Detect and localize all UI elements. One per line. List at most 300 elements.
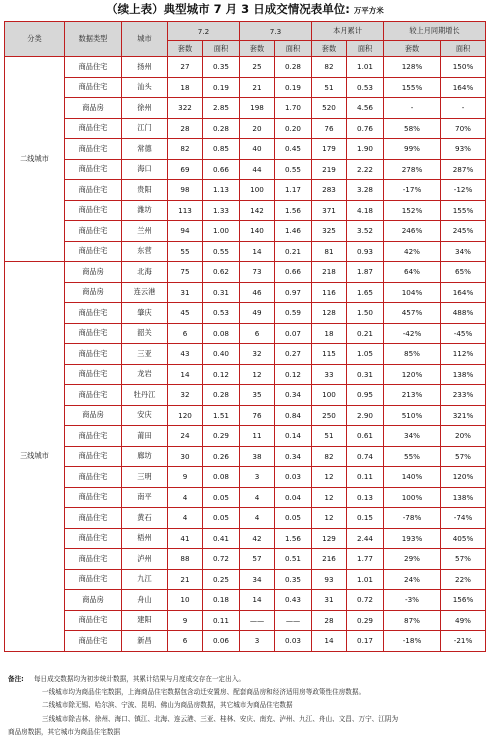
growth-sets-cell: 24% <box>384 569 441 590</box>
area-7-3-cell: 0.84 <box>275 405 312 426</box>
city-cell: 江门 <box>122 118 168 139</box>
city-cell: 廊坊 <box>122 446 168 467</box>
notes-section <box>8 673 486 739</box>
table-row <box>5 282 486 303</box>
area-month-cell: 4.56 <box>347 98 384 119</box>
city-cell: 东营 <box>122 241 168 262</box>
sets-7-3-cell: 34 <box>240 569 275 590</box>
area-7-3-cell: —— <box>275 610 312 631</box>
table-row <box>5 467 486 488</box>
header-group-growth: 较上月同期增长 <box>384 22 486 41</box>
growth-area-cell: 70% <box>441 118 486 139</box>
sets-month-cell: 12 <box>312 508 347 529</box>
sets-7-2-cell: 69 <box>168 159 203 180</box>
area-7-2-cell: 0.85 <box>203 139 240 160</box>
area-month-cell: 0.17 <box>347 631 384 652</box>
area-7-2-cell: 1.13 <box>203 180 240 201</box>
area-7-3-cell: 0.28 <box>275 57 312 78</box>
area-month-cell: 0.11 <box>347 467 384 488</box>
sets-month-cell: 100 <box>312 385 347 406</box>
sets-7-2-cell: 120 <box>168 405 203 426</box>
sets-7-2-cell: 43 <box>168 344 203 365</box>
area-7-3-cell: 0.27 <box>275 344 312 365</box>
header-area: 面积 <box>347 41 384 57</box>
table-row <box>5 323 486 344</box>
notes-label: 备注: <box>8 675 24 683</box>
city-cell: 九江 <box>122 569 168 590</box>
growth-area-cell: 164% <box>441 77 486 98</box>
area-7-2-cell: 0.05 <box>203 508 240 529</box>
note-line: 三线城市除吉林、徐州、海口、镇江、北海、连云港、三亚、桂林、安庆、南充、泸州、九江、舟山、文昌、万宁、江阴为 <box>42 714 399 723</box>
area-month-cell: 1.87 <box>347 262 384 283</box>
sets-7-3-cell: 11 <box>240 426 275 447</box>
table-row <box>5 487 486 508</box>
data-type-cell: 商品房 <box>65 590 122 611</box>
growth-sets-cell: 99% <box>384 139 441 160</box>
area-month-cell: 0.95 <box>347 385 384 406</box>
sets-7-2-cell: 30 <box>168 446 203 467</box>
area-7-2-cell: 0.35 <box>203 57 240 78</box>
table-body <box>5 57 486 652</box>
sets-7-3-cell: —— <box>240 610 275 631</box>
sets-7-2-cell: 6 <box>168 323 203 344</box>
sets-month-cell: 219 <box>312 159 347 180</box>
sets-month-cell: 216 <box>312 549 347 570</box>
area-7-2-cell: 1.33 <box>203 200 240 221</box>
sets-month-cell: 371 <box>312 200 347 221</box>
table-row <box>5 344 486 365</box>
growth-area-cell: 287% <box>441 159 486 180</box>
sets-month-cell: 82 <box>312 446 347 467</box>
sets-7-3-cell: 76 <box>240 405 275 426</box>
sets-month-cell: 179 <box>312 139 347 160</box>
data-type-cell: 商品住宅 <box>65 467 122 488</box>
city-cell: 安庆 <box>122 405 168 426</box>
header-area: 面积 <box>275 41 312 57</box>
sets-7-2-cell: 322 <box>168 98 203 119</box>
area-7-2-cell: 0.19 <box>203 77 240 98</box>
sets-7-2-cell: 10 <box>168 590 203 611</box>
data-type-cell: 商品住宅 <box>65 118 122 139</box>
growth-sets-cell: 100% <box>384 487 441 508</box>
data-type-cell: 商品住宅 <box>65 426 122 447</box>
sets-7-2-cell: 31 <box>168 282 203 303</box>
growth-area-cell: -74% <box>441 508 486 529</box>
area-7-3-cell: 0.05 <box>275 508 312 529</box>
area-7-3-cell: 0.51 <box>275 549 312 570</box>
data-type-cell: 商品住宅 <box>65 323 122 344</box>
table-row <box>5 118 486 139</box>
sets-7-2-cell: 27 <box>168 57 203 78</box>
sets-month-cell: 218 <box>312 262 347 283</box>
header-area: 面积 <box>441 41 486 57</box>
area-7-3-cell: 1.70 <box>275 98 312 119</box>
city-cell: 莆田 <box>122 426 168 447</box>
sets-month-cell: 283 <box>312 180 347 201</box>
area-7-2-cell: 1.51 <box>203 405 240 426</box>
data-type-cell: 商品住宅 <box>65 508 122 529</box>
growth-sets-cell: 34% <box>384 426 441 447</box>
data-type-cell: 商品住宅 <box>65 364 122 385</box>
sets-7-3-cell: 12 <box>240 364 275 385</box>
area-7-3-cell: 1.56 <box>275 528 312 549</box>
table-row <box>5 98 486 119</box>
city-cell: 舟山 <box>122 590 168 611</box>
data-type-cell: 商品住宅 <box>65 180 122 201</box>
category-cell: 三线城市 <box>5 262 65 652</box>
area-month-cell: 1.01 <box>347 569 384 590</box>
city-cell: 黄石 <box>122 508 168 529</box>
growth-area-cell: 245% <box>441 221 486 242</box>
sets-7-2-cell: 4 <box>168 508 203 529</box>
sets-7-2-cell: 45 <box>168 303 203 324</box>
data-type-cell: 商品住宅 <box>65 549 122 570</box>
growth-area-cell: - <box>441 98 486 119</box>
city-cell: 海口 <box>122 159 168 180</box>
table-row <box>5 180 486 201</box>
growth-area-cell: 20% <box>441 426 486 447</box>
area-7-3-cell: 1.17 <box>275 180 312 201</box>
area-7-2-cell: 2.85 <box>203 98 240 119</box>
area-month-cell: 0.53 <box>347 77 384 98</box>
data-type-cell: 商品住宅 <box>65 303 122 324</box>
area-7-2-cell: 0.29 <box>203 426 240 447</box>
growth-area-cell: 93% <box>441 139 486 160</box>
table-row <box>5 241 486 262</box>
area-7-2-cell: 0.40 <box>203 344 240 365</box>
sets-7-3-cell: 14 <box>240 590 275 611</box>
area-month-cell: 3.28 <box>347 180 384 201</box>
sets-7-3-cell: 38 <box>240 446 275 467</box>
area-7-3-cell: 1.46 <box>275 221 312 242</box>
sets-month-cell: 51 <box>312 77 347 98</box>
data-type-cell: 商品住宅 <box>65 385 122 406</box>
area-7-2-cell: 0.26 <box>203 446 240 467</box>
data-type-cell: 商品住宅 <box>65 139 122 160</box>
area-7-2-cell: 0.53 <box>203 303 240 324</box>
growth-area-cell: 164% <box>441 282 486 303</box>
header-group-7-3: 7.3 <box>240 22 312 41</box>
data-type-cell: 商品房 <box>65 98 122 119</box>
sets-7-3-cell: 3 <box>240 631 275 652</box>
growth-sets-cell: -78% <box>384 508 441 529</box>
growth-sets-cell: 85% <box>384 344 441 365</box>
sets-7-3-cell: 140 <box>240 221 275 242</box>
growth-area-cell: 34% <box>441 241 486 262</box>
data-type-cell: 商品住宅 <box>65 57 122 78</box>
sets-7-3-cell: 142 <box>240 200 275 221</box>
table-row <box>5 303 486 324</box>
sets-7-2-cell: 32 <box>168 385 203 406</box>
growth-area-cell: 49% <box>441 610 486 631</box>
city-cell: 韶关 <box>122 323 168 344</box>
table-row <box>5 610 486 631</box>
table-row <box>5 405 486 426</box>
area-7-2-cell: 0.55 <box>203 241 240 262</box>
growth-area-cell: 150% <box>441 57 486 78</box>
table-row <box>5 385 486 406</box>
area-month-cell: 0.31 <box>347 364 384 385</box>
area-7-3-cell: 0.19 <box>275 77 312 98</box>
table-row <box>5 590 486 611</box>
area-7-2-cell: 0.25 <box>203 569 240 590</box>
area-month-cell: 2.90 <box>347 405 384 426</box>
growth-sets-cell: - <box>384 98 441 119</box>
report-title <box>0 0 490 20</box>
sets-7-3-cell: 42 <box>240 528 275 549</box>
sets-7-3-cell: 46 <box>240 282 275 303</box>
header-sets: 套数 <box>168 41 203 57</box>
city-cell: 北海 <box>122 262 168 283</box>
data-type-cell: 商品住宅 <box>65 221 122 242</box>
sets-7-2-cell: 4 <box>168 487 203 508</box>
sets-7-3-cell: 14 <box>240 241 275 262</box>
area-7-2-cell: 0.18 <box>203 590 240 611</box>
area-7-3-cell: 0.43 <box>275 590 312 611</box>
growth-area-cell: 112% <box>441 344 486 365</box>
area-7-3-cell: 0.97 <box>275 282 312 303</box>
note-row <box>8 673 486 686</box>
area-7-2-cell: 1.00 <box>203 221 240 242</box>
growth-sets-cell: 278% <box>384 159 441 180</box>
growth-area-cell: 233% <box>441 385 486 406</box>
sets-7-3-cell: 32 <box>240 344 275 365</box>
header-area: 面积 <box>203 41 240 57</box>
area-7-2-cell: 0.41 <box>203 528 240 549</box>
area-7-3-cell: 0.14 <box>275 426 312 447</box>
city-cell: 汕头 <box>122 77 168 98</box>
area-7-2-cell: 0.05 <box>203 487 240 508</box>
area-month-cell: 1.05 <box>347 344 384 365</box>
category-cell: 二线城市 <box>5 57 65 262</box>
growth-area-cell: 138% <box>441 364 486 385</box>
sets-month-cell: 82 <box>312 57 347 78</box>
growth-sets-cell: -18% <box>384 631 441 652</box>
header-data-type: 数据类型 <box>65 22 122 57</box>
area-7-3-cell: 0.12 <box>275 364 312 385</box>
city-cell: 潍坊 <box>122 200 168 221</box>
growth-area-cell: 57% <box>441 446 486 467</box>
area-month-cell: 2.44 <box>347 528 384 549</box>
title-text: （续上表）典型城市 7 月 3 日成交情况表单位: <box>106 2 350 16</box>
sets-month-cell: 12 <box>312 487 347 508</box>
area-month-cell: 3.52 <box>347 221 384 242</box>
area-7-3-cell: 0.20 <box>275 118 312 139</box>
area-7-3-cell: 0.03 <box>275 467 312 488</box>
sets-7-3-cell: 21 <box>240 77 275 98</box>
city-cell: 贵阳 <box>122 180 168 201</box>
area-month-cell: 1.65 <box>347 282 384 303</box>
table-row <box>5 364 486 385</box>
area-month-cell: 0.76 <box>347 118 384 139</box>
sets-month-cell: 520 <box>312 98 347 119</box>
area-month-cell: 1.90 <box>347 139 384 160</box>
area-7-3-cell: 0.45 <box>275 139 312 160</box>
area-7-2-cell: 0.08 <box>203 323 240 344</box>
data-type-cell: 商品住宅 <box>65 487 122 508</box>
city-cell: 南平 <box>122 487 168 508</box>
area-7-2-cell: 0.28 <box>203 385 240 406</box>
sets-7-3-cell: 20 <box>240 118 275 139</box>
growth-area-cell: 321% <box>441 405 486 426</box>
area-month-cell: 0.74 <box>347 446 384 467</box>
city-cell: 兰州 <box>122 221 168 242</box>
header-category: 分类 <box>5 22 65 57</box>
header-group-month-total: 本月累计 <box>312 22 384 41</box>
table-row <box>5 426 486 447</box>
growth-sets-cell: 55% <box>384 446 441 467</box>
table-row <box>5 446 486 467</box>
sets-month-cell: 51 <box>312 426 347 447</box>
sets-month-cell: 116 <box>312 282 347 303</box>
sets-month-cell: 81 <box>312 241 347 262</box>
growth-sets-cell: 155% <box>384 77 441 98</box>
growth-area-cell: 120% <box>441 467 486 488</box>
growth-sets-cell: 246% <box>384 221 441 242</box>
table-row <box>5 221 486 242</box>
city-cell: 新昌 <box>122 631 168 652</box>
area-7-3-cell: 0.35 <box>275 569 312 590</box>
area-month-cell: 0.29 <box>347 610 384 631</box>
area-7-2-cell: 0.12 <box>203 364 240 385</box>
area-7-3-cell: 1.56 <box>275 200 312 221</box>
table-row <box>5 569 486 590</box>
city-cell: 梧州 <box>122 528 168 549</box>
city-cell: 连云港 <box>122 282 168 303</box>
table-row <box>5 139 486 160</box>
sets-month-cell: 250 <box>312 405 347 426</box>
growth-sets-cell: 42% <box>384 241 441 262</box>
area-month-cell: 0.15 <box>347 508 384 529</box>
sets-7-2-cell: 9 <box>168 467 203 488</box>
area-7-3-cell: 0.21 <box>275 241 312 262</box>
area-7-3-cell: 0.34 <box>275 446 312 467</box>
area-month-cell: 1.77 <box>347 549 384 570</box>
sets-7-3-cell: 35 <box>240 385 275 406</box>
data-type-cell: 商品住宅 <box>65 569 122 590</box>
city-cell: 建阳 <box>122 610 168 631</box>
sets-7-3-cell: 100 <box>240 180 275 201</box>
growth-sets-cell: 193% <box>384 528 441 549</box>
area-month-cell: 2.22 <box>347 159 384 180</box>
growth-area-cell: 65% <box>441 262 486 283</box>
sets-7-2-cell: 98 <box>168 180 203 201</box>
growth-sets-cell: 128% <box>384 57 441 78</box>
note-line: 二线城市除无锡、哈尔滨、宁波、昆明、佛山为商品房数据，其它城市为商品住宅数据 <box>42 701 293 710</box>
sets-month-cell: 76 <box>312 118 347 139</box>
sets-7-2-cell: 94 <box>168 221 203 242</box>
title-unit: 万平方米 <box>353 6 384 15</box>
sets-month-cell: 325 <box>312 221 347 242</box>
area-7-3-cell: 0.03 <box>275 631 312 652</box>
sets-month-cell: 28 <box>312 610 347 631</box>
table-row <box>5 262 486 283</box>
sets-7-2-cell: 113 <box>168 200 203 221</box>
sets-month-cell: 12 <box>312 467 347 488</box>
table-row <box>5 631 486 652</box>
sets-7-2-cell: 28 <box>168 118 203 139</box>
sets-7-2-cell: 6 <box>168 631 203 652</box>
growth-area-cell: -45% <box>441 323 486 344</box>
city-cell: 常德 <box>122 139 168 160</box>
note-line: 商品房数据，其它城市为商品住宅数据 <box>8 727 121 736</box>
growth-sets-cell: 64% <box>384 262 441 283</box>
sets-7-3-cell: 4 <box>240 508 275 529</box>
sets-7-2-cell: 9 <box>168 610 203 631</box>
growth-sets-cell: 87% <box>384 610 441 631</box>
sets-7-3-cell: 3 <box>240 467 275 488</box>
table-row <box>5 549 486 570</box>
sets-7-2-cell: 75 <box>168 262 203 283</box>
growth-sets-cell: -3% <box>384 590 441 611</box>
city-cell: 三亚 <box>122 344 168 365</box>
area-7-2-cell: 0.08 <box>203 467 240 488</box>
header-row-1 <box>5 22 486 41</box>
growth-sets-cell: 140% <box>384 467 441 488</box>
area-7-3-cell: 0.66 <box>275 262 312 283</box>
area-7-2-cell: 0.28 <box>203 118 240 139</box>
area-month-cell: 4.18 <box>347 200 384 221</box>
sets-7-3-cell: 198 <box>240 98 275 119</box>
sets-month-cell: 128 <box>312 303 347 324</box>
data-type-cell: 商品房 <box>65 262 122 283</box>
area-7-3-cell: 0.07 <box>275 323 312 344</box>
table-row <box>5 508 486 529</box>
area-month-cell: 0.21 <box>347 323 384 344</box>
growth-sets-cell: 213% <box>384 385 441 406</box>
data-type-cell: 商品住宅 <box>65 344 122 365</box>
city-cell: 扬州 <box>122 57 168 78</box>
table-row <box>5 57 486 78</box>
sets-month-cell: 31 <box>312 590 347 611</box>
growth-area-cell: 138% <box>441 487 486 508</box>
data-type-cell: 商品住宅 <box>65 631 122 652</box>
growth-area-cell: 488% <box>441 303 486 324</box>
note-line: 一线城市均为商品住宅数据，上海商品住宅数据包含动迁安置房、配套商品房和经济适用房等政策性住房数据。 <box>42 688 366 697</box>
data-type-cell: 商品房 <box>65 405 122 426</box>
header-sets: 套数 <box>240 41 275 57</box>
sets-month-cell: 14 <box>312 631 347 652</box>
area-7-3-cell: 0.34 <box>275 385 312 406</box>
growth-area-cell: 405% <box>441 528 486 549</box>
area-7-2-cell: 0.11 <box>203 610 240 631</box>
sets-month-cell: 33 <box>312 364 347 385</box>
header-sets: 套数 <box>312 41 347 57</box>
growth-sets-cell: 29% <box>384 549 441 570</box>
area-7-2-cell: 0.72 <box>203 549 240 570</box>
area-month-cell: 0.93 <box>347 241 384 262</box>
sets-7-3-cell: 49 <box>240 303 275 324</box>
growth-area-cell: 57% <box>441 549 486 570</box>
area-month-cell: 0.61 <box>347 426 384 447</box>
header-group-7-2: 7.2 <box>168 22 240 41</box>
data-type-cell: 商品住宅 <box>65 159 122 180</box>
growth-sets-cell: 120% <box>384 364 441 385</box>
growth-sets-cell: 104% <box>384 282 441 303</box>
area-7-2-cell: 0.62 <box>203 262 240 283</box>
growth-sets-cell: 457% <box>384 303 441 324</box>
table-row <box>5 200 486 221</box>
data-type-cell: 商品房 <box>65 282 122 303</box>
sets-7-3-cell: 57 <box>240 549 275 570</box>
area-7-3-cell: 0.04 <box>275 487 312 508</box>
sets-month-cell: 93 <box>312 569 347 590</box>
sets-7-2-cell: 21 <box>168 569 203 590</box>
city-cell: 泸州 <box>122 549 168 570</box>
area-month-cell: 1.01 <box>347 57 384 78</box>
transaction-table <box>4 21 486 652</box>
data-type-cell: 商品住宅 <box>65 528 122 549</box>
